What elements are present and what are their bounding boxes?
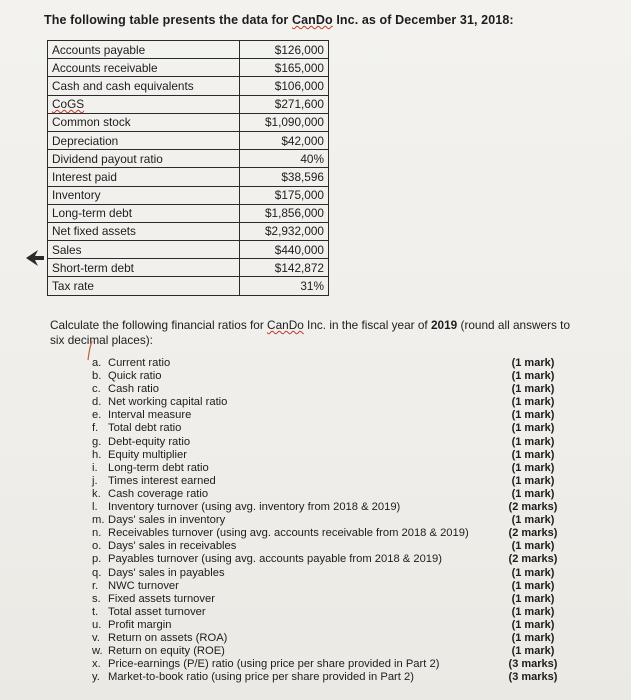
question-text [92, 632, 227, 645]
question-letter: f. [92, 422, 99, 435]
table-label-cell: CoGS [48, 95, 240, 113]
table-label-cell: Common stock [48, 113, 240, 131]
table-row [48, 259, 329, 277]
intro-suffix: Inc. as of December 31, 2018: [332, 13, 514, 27]
question-label: Interval measure [108, 409, 192, 422]
list-item [92, 593, 562, 606]
list-item [92, 606, 562, 619]
marks-label: (2 marks) [508, 501, 558, 514]
table-label-cell: Tax rate [48, 277, 240, 295]
list-item [92, 553, 562, 566]
table-row [48, 131, 329, 149]
marks-label: (1 mark) [511, 540, 555, 553]
table-row [48, 277, 329, 295]
list-item [92, 580, 562, 593]
marks-label: (1 mark) [511, 514, 555, 527]
question-letter: x. [92, 658, 101, 671]
financial-data-table [47, 40, 329, 296]
table-value-cell: $38,596 [240, 168, 329, 186]
table-label-cell: Accounts payable [48, 41, 240, 59]
question-text [92, 580, 179, 593]
table-row [48, 150, 329, 168]
question-label: Fixed assets turnover [108, 592, 215, 605]
table-value-cell: $1,856,000 [240, 204, 329, 222]
question-label: Profit margin [108, 618, 172, 631]
table-label-cell: Cash and cash equivalents [48, 77, 240, 95]
question-label: Times interest earned [108, 474, 216, 487]
list-item [92, 501, 562, 514]
list-item [92, 357, 562, 370]
question-text [92, 383, 159, 396]
table-label-cell: Long-term debt [48, 204, 240, 222]
table-value-cell: $142,872 [240, 259, 329, 277]
question-label: Return on equity (ROE) [108, 645, 225, 658]
list-item [92, 514, 562, 527]
question-text [92, 501, 400, 514]
table-label-cell: Net fixed assets [48, 222, 240, 240]
question-label: Return on assets (ROA) [108, 631, 228, 644]
marks-label: (1 mark) [511, 383, 555, 396]
question-letter: h. [92, 448, 102, 461]
list-item [92, 645, 562, 658]
table-label-cell: Dividend payout ratio [48, 150, 240, 168]
table-row [48, 95, 329, 113]
list-item [92, 540, 562, 553]
marks-label: (1 mark) [511, 605, 555, 618]
list-item [92, 396, 562, 409]
question-text [92, 593, 215, 606]
calc-company: CanDo [267, 318, 304, 332]
question-letter: b. [92, 370, 102, 383]
question-text [92, 357, 170, 370]
question-letter: o. [92, 540, 102, 553]
question-text [92, 658, 439, 671]
question-letter: y. [92, 671, 100, 684]
question-label: Current ratio [108, 357, 171, 369]
marks-label: (1 mark) [511, 461, 555, 474]
question-text [92, 606, 206, 619]
table-value-cell: $271,600 [240, 95, 329, 113]
table-label-cell: Inventory [48, 186, 240, 204]
question-letter: j. [92, 474, 98, 487]
list-item [92, 567, 562, 580]
intro-company: CanDo [291, 13, 333, 27]
list-item [92, 658, 562, 671]
list-item [92, 671, 562, 684]
marks-label: (1 mark) [511, 474, 555, 487]
question-letter: m. [92, 514, 105, 527]
marks-label: (1 mark) [511, 566, 555, 579]
list-item [92, 527, 562, 540]
table-value-cell: $1,090,000 [240, 113, 329, 131]
question-text [92, 370, 161, 383]
question-text [92, 436, 190, 449]
question-letter: p. [92, 553, 102, 566]
table-row [48, 186, 329, 204]
list-item [92, 422, 562, 435]
table-row [48, 41, 329, 59]
marks-label: (1 mark) [511, 396, 555, 409]
marks-label: (1 mark) [511, 592, 555, 605]
question-label: Days' sales in inventory [108, 514, 226, 527]
marks-label: (1 mark) [511, 370, 555, 383]
list-item [92, 462, 562, 475]
marks-label: (1 mark) [511, 448, 555, 461]
pointer-arrow-icon [24, 247, 46, 269]
question-text [92, 475, 216, 488]
question-text [92, 567, 225, 580]
table-row [48, 204, 329, 222]
table-label-cell: Interest paid [48, 168, 240, 186]
question-text [92, 671, 414, 684]
question-label: Market-to-book ratio (using price per share provided in Part 2) [108, 671, 414, 684]
question-text [92, 619, 171, 632]
table-row [48, 59, 329, 77]
marks-label: (3 marks) [508, 658, 558, 671]
question-letter: i. [92, 461, 98, 474]
intro-prefix: The following table presents the data for [44, 13, 292, 27]
marks-label: (1 mark) [511, 645, 555, 658]
table-value-cell: $165,000 [240, 59, 329, 77]
marks-label: (1 mark) [511, 618, 555, 631]
marks-label: (1 mark) [511, 435, 555, 448]
question-text [92, 449, 187, 462]
question-letter: t. [92, 605, 99, 618]
question-label: Payables turnover (using avg. accounts payable from 2018 & 2019) [108, 553, 442, 566]
table-row [48, 222, 329, 240]
list-item [92, 436, 562, 449]
calc-instructions [50, 318, 570, 347]
question-text [92, 645, 225, 658]
table-value-cell: 40% [240, 150, 329, 168]
question-text [92, 514, 225, 527]
list-item [92, 619, 562, 632]
calc-suffix: (round all answers to six decimal places): [50, 318, 571, 347]
question-text [92, 422, 181, 435]
marks-label: (2 marks) [508, 553, 558, 566]
marks-label: (1 mark) [511, 631, 555, 644]
question-letter: c. [92, 383, 101, 396]
table-value-cell: $126,000 [240, 41, 329, 59]
question-label: Days' sales in receivables [108, 540, 237, 553]
marks-label: (1 mark) [511, 422, 555, 435]
question-label: Total asset turnover [108, 605, 206, 618]
question-label: Receivables turnover (using avg. accounts receivable from 2018 & 2019) [108, 527, 469, 540]
question-label: Quick ratio [108, 370, 162, 383]
question-letter: v. [92, 631, 100, 644]
question-label: Long-term debt ratio [108, 461, 209, 474]
table-row [48, 113, 329, 131]
table-label-cell: Sales [48, 241, 240, 259]
table-row [48, 241, 329, 259]
question-letter: r. [92, 579, 99, 592]
question-letter: n. [92, 527, 102, 540]
marks-label: (1 mark) [511, 357, 555, 369]
list-item [92, 449, 562, 462]
question-label: Debt-equity ratio [108, 435, 191, 448]
marks-label: (3 marks) [508, 671, 558, 684]
table-value-cell: $175,000 [240, 186, 329, 204]
list-item [92, 632, 562, 645]
calc-middle: Inc. in the fiscal year of [303, 318, 431, 332]
calc-year: 2019 [430, 318, 458, 332]
marks-label: (1 mark) [511, 487, 555, 500]
question-letter: k. [92, 487, 101, 500]
table-value-cell: $2,932,000 [240, 222, 329, 240]
question-label: Cash coverage ratio [108, 487, 209, 500]
question-label: Equity multiplier [108, 448, 187, 461]
question-text [92, 396, 227, 409]
question-letter: e. [92, 409, 102, 422]
question-letter: g. [92, 435, 102, 448]
list-item [92, 383, 562, 396]
question-text [92, 540, 236, 553]
question-letter: w. [92, 645, 103, 658]
table-value-cell: 31% [240, 277, 329, 295]
marks-label: (1 mark) [511, 579, 555, 592]
list-item [92, 370, 562, 383]
question-letter: l. [92, 501, 98, 514]
question-letter: u. [92, 618, 102, 631]
question-label: Total debt ratio [108, 422, 182, 435]
marks-label: (2 marks) [508, 527, 558, 540]
question-letter: s. [92, 592, 101, 605]
list-item [92, 475, 562, 488]
table-value-cell: $440,000 [240, 241, 329, 259]
question-label: Net working capital ratio [108, 396, 228, 409]
table-value-cell: $42,000 [240, 131, 329, 149]
question-text [92, 409, 191, 422]
list-item [92, 488, 562, 501]
question-letter: q. [92, 566, 102, 579]
question-text [92, 462, 209, 475]
question-letter: d. [92, 396, 102, 409]
table-row [48, 168, 329, 186]
question-label: Price-earnings (P/E) ratio (using price per share provided in Part 2) [108, 658, 440, 671]
ratio-list [92, 357, 562, 684]
table-label-cell: Short-term debt [48, 259, 240, 277]
table-row [48, 77, 329, 95]
table-value-cell: $106,000 [240, 77, 329, 95]
intro-heading [44, 13, 514, 27]
question-text [92, 553, 442, 566]
table-label-cell: Depreciation [48, 131, 240, 149]
question-label: Days' sales in payables [108, 566, 225, 579]
question-label: Cash ratio [108, 383, 159, 396]
question-text [92, 488, 208, 501]
calc-prefix: Calculate the following financial ratios for [50, 318, 268, 332]
question-label: NWC turnover [108, 579, 179, 592]
question-letter: a. [92, 357, 102, 369]
list-item [92, 409, 562, 422]
table-label-cell: Accounts receivable [48, 59, 240, 77]
marks-label: (1 mark) [511, 409, 555, 422]
question-label: Inventory turnover (using avg. inventory from 2018 & 2019) [108, 501, 401, 514]
question-text [92, 527, 469, 540]
